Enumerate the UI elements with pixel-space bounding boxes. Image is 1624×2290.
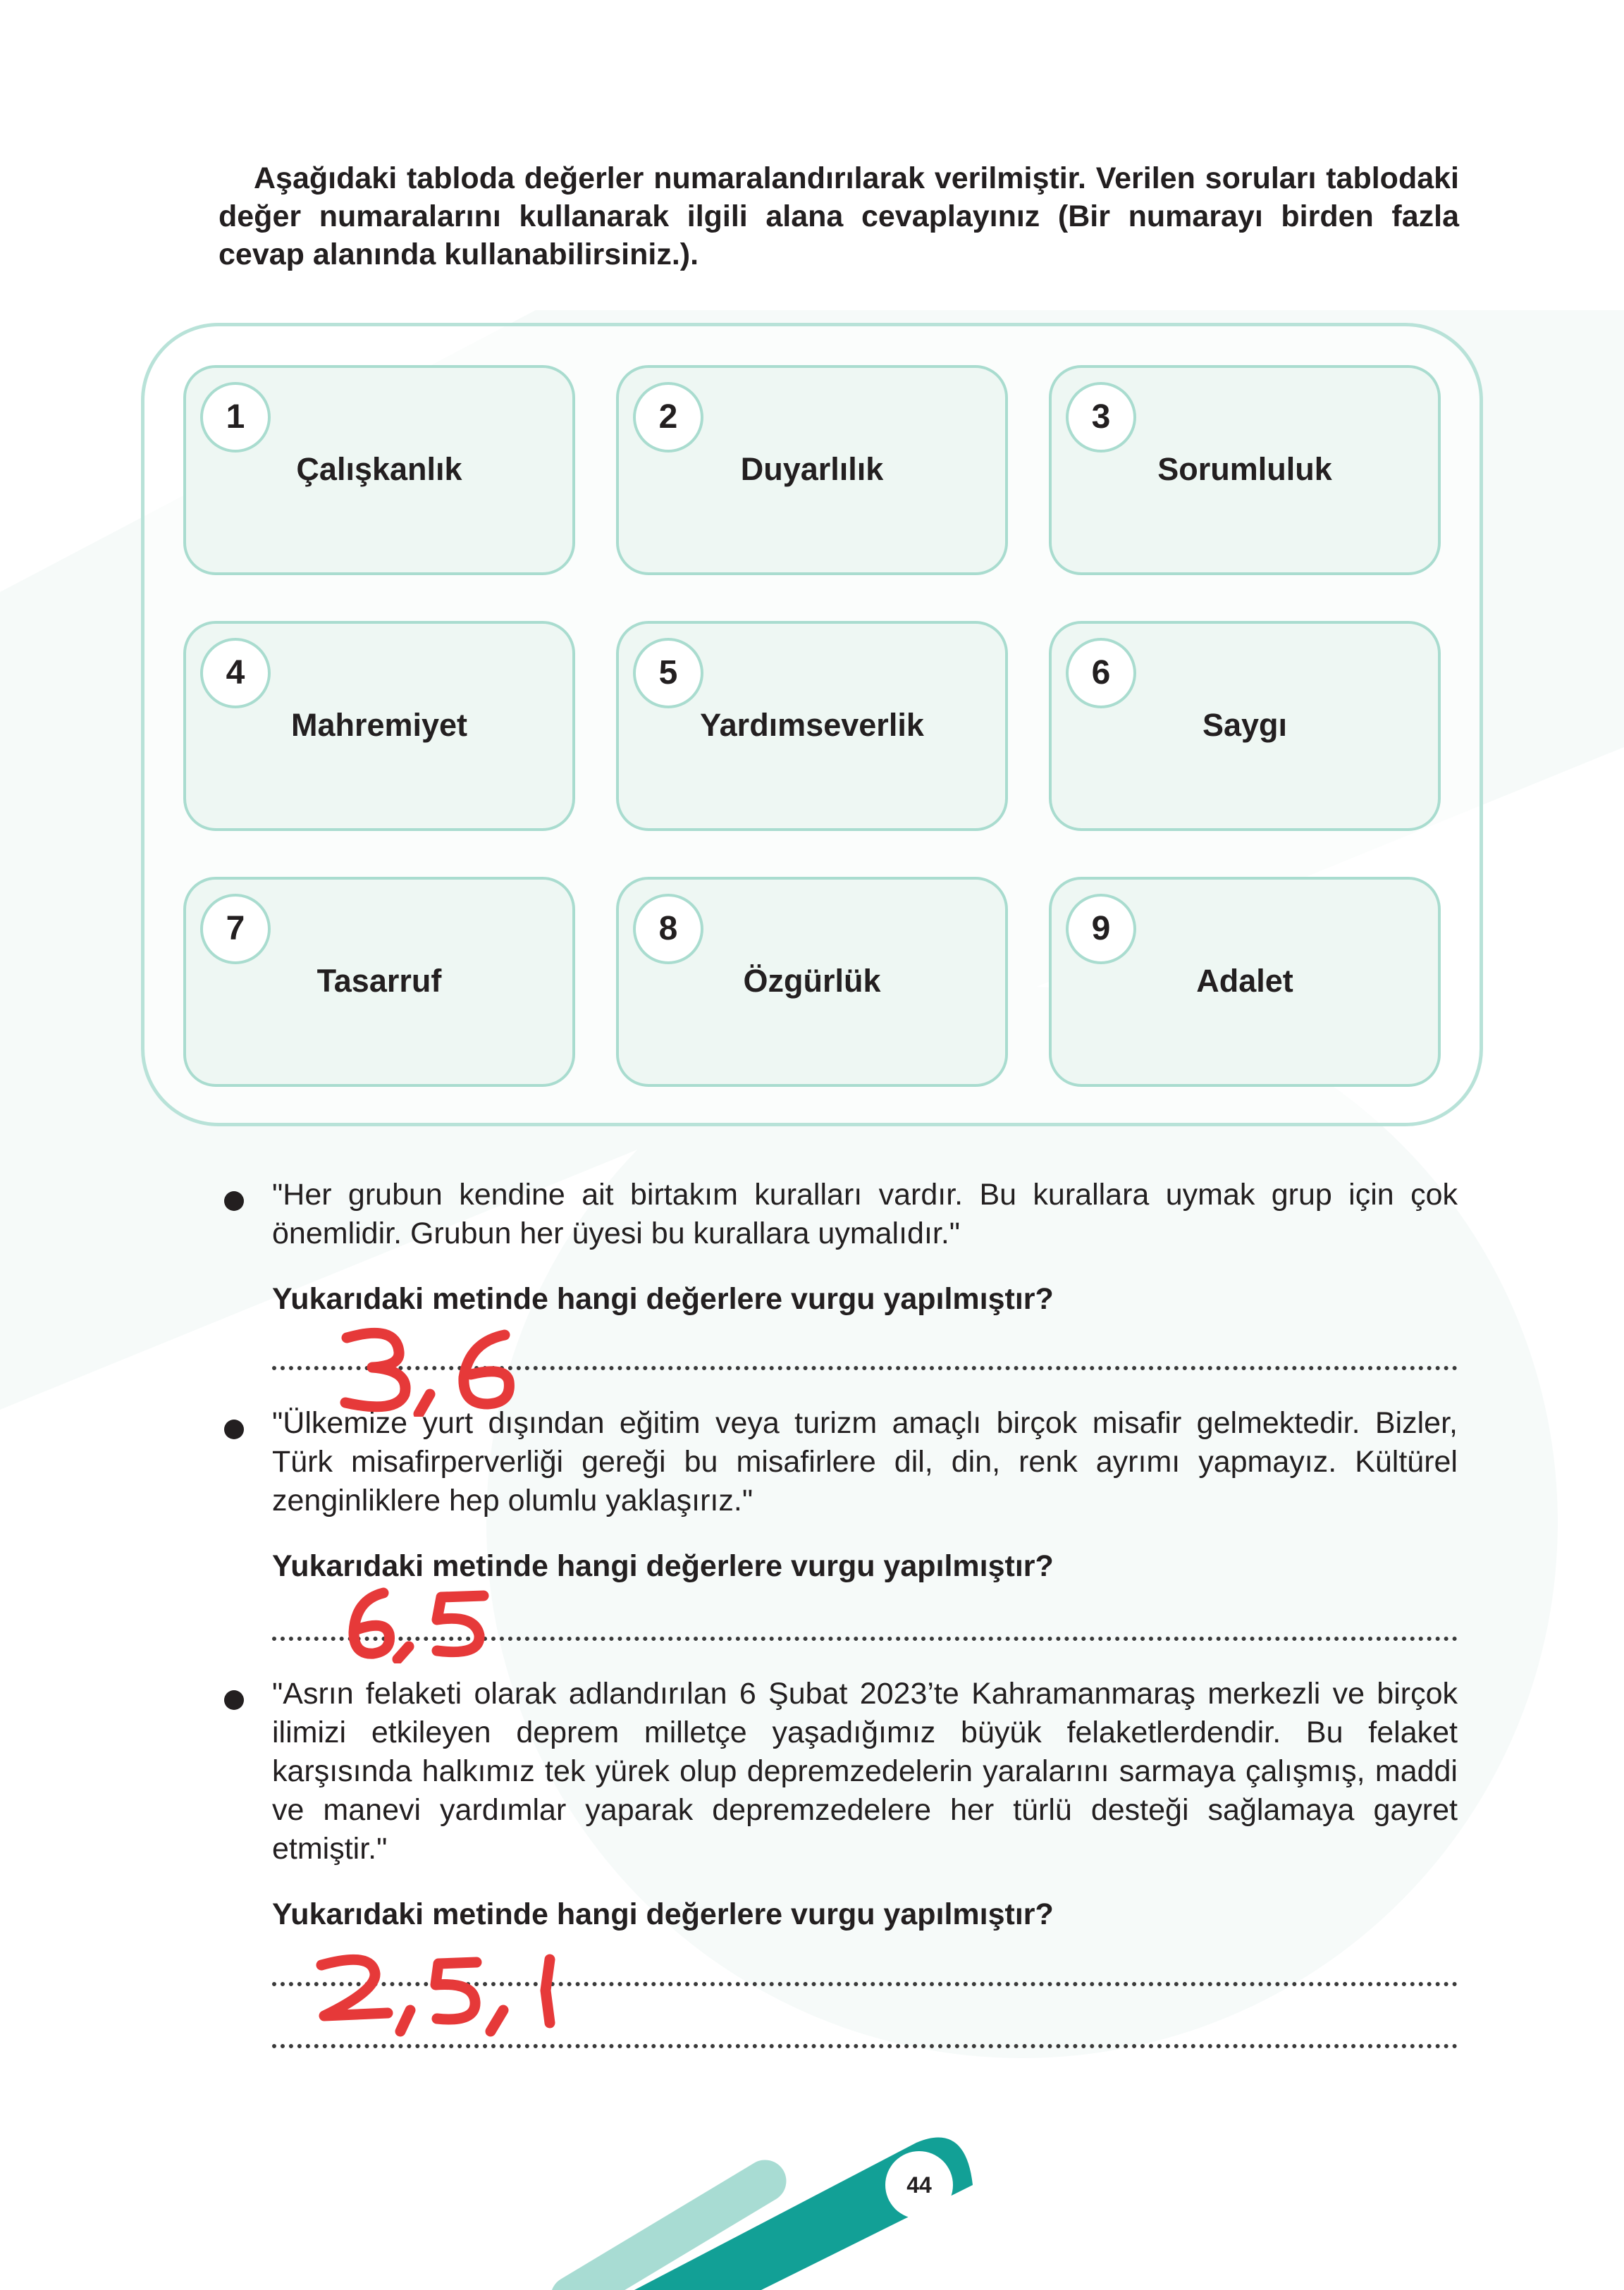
- question-prompt: Yukarıdaki metinde hangi değerlere vurgu yapılmıştır?: [272, 1282, 1054, 1316]
- question-3: [224, 1675, 1458, 1934]
- value-label: Çalışkanlık: [296, 451, 462, 487]
- value-card-6: [1049, 621, 1441, 831]
- value-card-9: [1049, 877, 1441, 1087]
- handwritten-answer-2: [345, 1586, 493, 1663]
- value-number-badge: 4: [200, 638, 271, 708]
- question-1: [224, 1176, 1458, 1319]
- value-card-5: [616, 621, 1008, 831]
- value-number-badge: 2: [633, 382, 703, 453]
- value-number-badge: 1: [200, 382, 271, 453]
- value-label: Duyarlılık: [740, 451, 884, 487]
- value-label: Yardımseverlik: [700, 707, 924, 743]
- question-text: "Asrın felaketi olarak adlandırılan 6 Şubat 2023’te Kahramanmaraş merkezli ve birçok ilimizi etkileyen deprem milletçe yaşadığımız büyük felaketlerdendir. Bu felaket karşısında halkımız tek yürek olup depremzedelerin yaralarını sarmaya çalışmış, maddi ve manevi yardımlar yaparak depremzedelere her türlü desteği sağlamaya gayret etmiştir.": [272, 1677, 1458, 1866]
- handwritten-answer-1: [331, 1325, 529, 1417]
- question-text: "Ülkemize yurt dışından eğitim veya turizm amaçlı birçok misafir gelmektedir. Bizler, Türk misafirperverliği gereği bu misafirlere dil, din, renk ayrımı yapmayız. Kültürel zenginliklere hep olumlu yaklaşırız.": [272, 1406, 1458, 1518]
- value-number-badge: 7: [200, 894, 271, 964]
- value-card-7: [183, 877, 575, 1087]
- bullet-icon: [224, 1690, 244, 1710]
- bullet-icon: [224, 1420, 244, 1439]
- value-card-1: [183, 365, 575, 575]
- value-number-badge: 9: [1066, 894, 1136, 964]
- value-card-4: [183, 621, 575, 831]
- answer-line-4[interactable]: [272, 2044, 1458, 2048]
- instructions-text: Aşağıdaki tabloda değerler numaralandırılarak verilmiştir. Verilen soruları tablodaki değer numaralarını kullanarak ilgili alana cevaplayınız (Bir numarayı birden fazla cevap alanında kullanabilirsiniz.).: [219, 161, 1459, 271]
- page-number: 44: [885, 2151, 953, 2219]
- value-label: Adalet: [1196, 963, 1293, 999]
- question-prompt: Yukarıdaki metinde hangi değerlere vurgu yapılmıştır?: [272, 1549, 1054, 1583]
- handwritten-answer-3: [296, 1945, 578, 2037]
- value-number-badge: 6: [1066, 638, 1136, 708]
- value-card-2: [616, 365, 1008, 575]
- value-label: Sorumluluk: [1157, 451, 1332, 487]
- question-text: "Her grubun kendine ait birtakım kuralları vardır. Bu kurallara uymak grup için çok önemlidir. Grubun her üyesi bu kurallara uymalıdır.": [272, 1178, 1458, 1250]
- value-card-3: [1049, 365, 1441, 575]
- question-prompt: Yukarıdaki metinde hangi değerlere vurgu yapılmıştır?: [272, 1897, 1054, 1931]
- value-card-8: [616, 877, 1008, 1087]
- values-table: [141, 323, 1483, 1126]
- value-number-badge: 8: [633, 894, 703, 964]
- value-number-badge: 3: [1066, 382, 1136, 453]
- value-label: Tasarruf: [316, 963, 442, 999]
- value-label: Özgürlük: [743, 963, 881, 999]
- question-2: [224, 1404, 1458, 1586]
- value-label: Saygı: [1202, 707, 1288, 743]
- value-label: Mahremiyet: [290, 707, 468, 743]
- bullet-icon: [224, 1191, 244, 1211]
- value-number-badge: 5: [633, 638, 703, 708]
